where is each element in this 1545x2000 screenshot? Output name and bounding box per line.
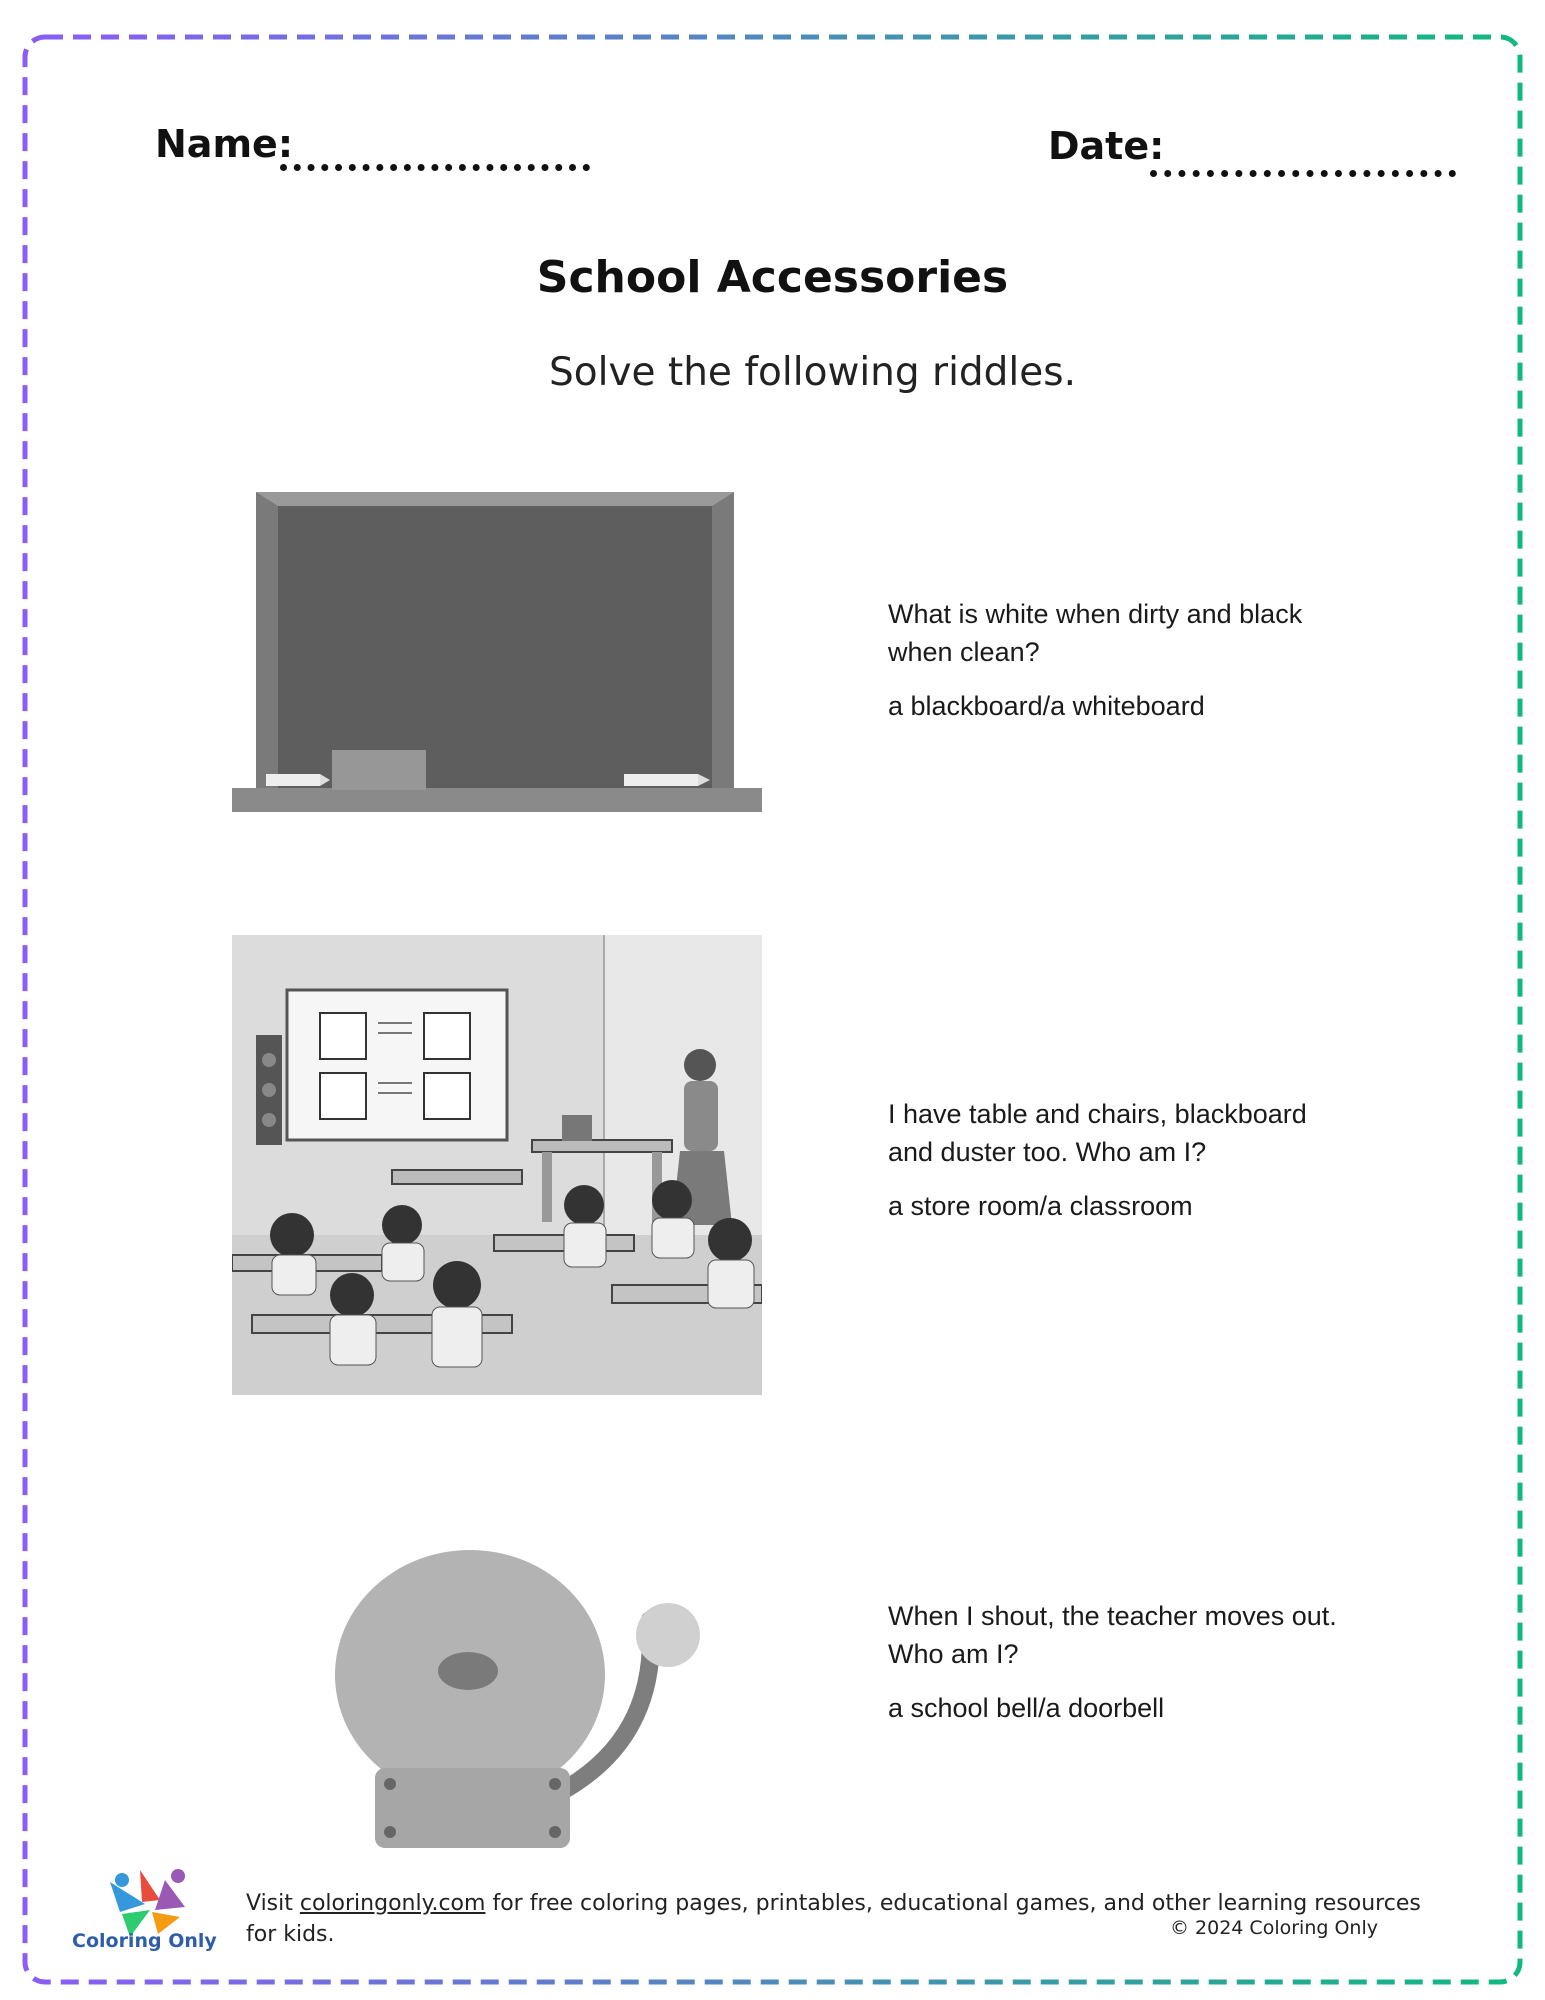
logo-wordmark: Coloring Only <box>72 1930 217 1952</box>
name-label: Name: <box>155 122 294 166</box>
riddle-answer-options: a store room/a classroom <box>888 1191 1193 1221</box>
copyright-notice: © 2024 Coloring Only <box>1170 1917 1378 1939</box>
blackboard-illustration <box>232 492 762 812</box>
name-blank-line[interactable] <box>280 164 590 171</box>
footer-visit-prefix: Visit <box>246 1891 300 1916</box>
footer-visit-suffix: for free coloring pages, printables, educational games, and other learning resources for kids. <box>246 1891 1421 1947</box>
riddle-question: I have table and chairs, blackboard and duster too. Who am I? <box>888 1099 1307 1167</box>
riddle-question: When I shout, the teacher moves out. Who am I? <box>888 1601 1337 1669</box>
riddle-answer-options: a blackboard/a whiteboard <box>888 691 1205 721</box>
riddle-answer-options: a school bell/a doorbell <box>888 1693 1165 1723</box>
classroom-illustration <box>232 935 762 1395</box>
riddle-question: What is white when dirty and black when clean? <box>888 599 1303 667</box>
school-bell-illustration <box>330 1550 710 1850</box>
page-instructions: Solve the following riddles. <box>549 350 1076 395</box>
riddle-2 <box>888 1095 1358 1225</box>
date-blank-line[interactable] <box>1150 170 1456 177</box>
riddle-3 <box>888 1597 1358 1727</box>
page-title: School Accessories <box>536 252 1009 303</box>
date-label: Date: <box>1048 124 1165 168</box>
riddle-1 <box>888 595 1358 725</box>
coloringonly-link[interactable]: coloringonly.com <box>299 1891 486 1916</box>
